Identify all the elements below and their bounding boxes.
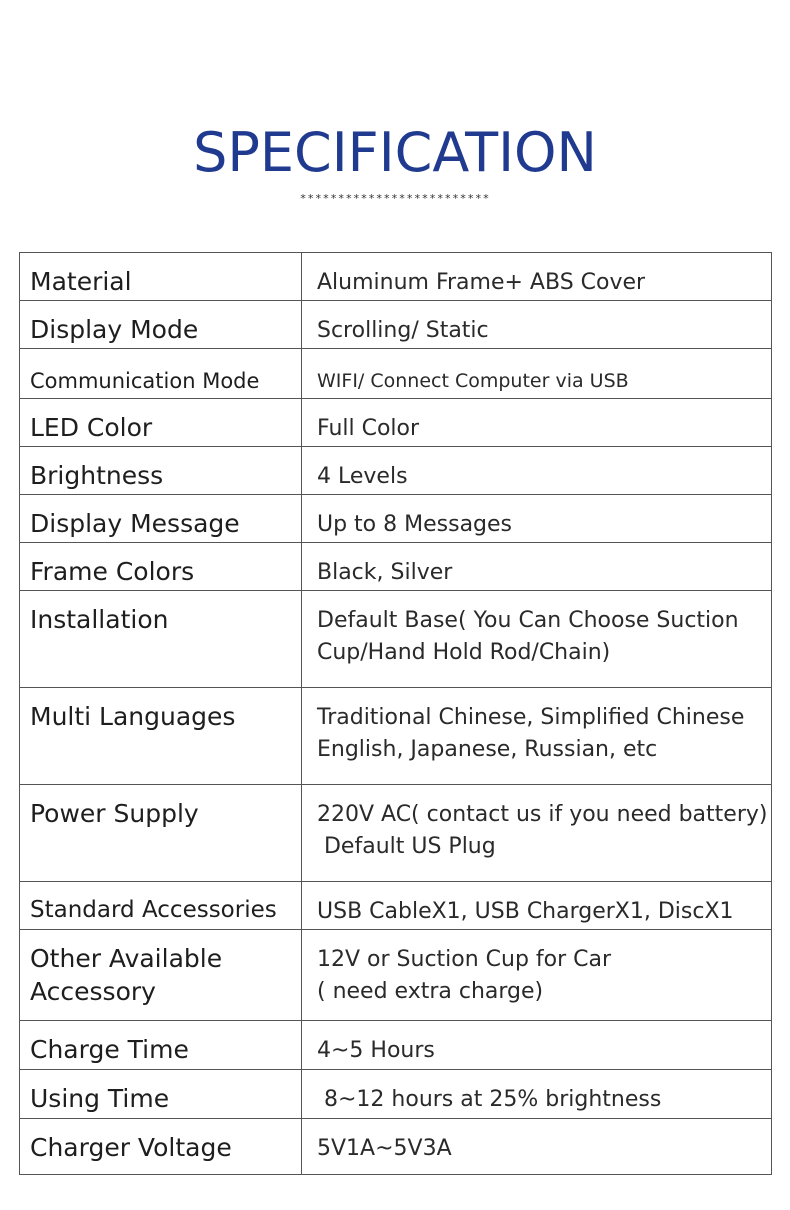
spec-value: Aluminum Frame+ ABS Cover	[302, 253, 772, 301]
table-row	[20, 882, 772, 930]
spec-value: WIFI/ Connect Computer via USB	[302, 349, 772, 399]
table-row	[20, 591, 772, 688]
spec-key: Charger Voltage	[20, 1119, 302, 1175]
spec-key: Display Message	[20, 495, 302, 543]
table-row	[20, 495, 772, 543]
table-row	[20, 930, 772, 1021]
spec-key: Installation	[20, 591, 302, 688]
spec-key: Display Mode	[20, 301, 302, 349]
spec-key: Other Available Accessory	[20, 930, 302, 1021]
table-row	[20, 447, 772, 495]
table-row	[20, 349, 772, 399]
title-divider: *************************	[299, 192, 491, 205]
spec-value: Scrolling/ Static	[302, 301, 772, 349]
spec-value: Traditional Chinese, Simplified Chinese English, Japanese, Russian, etc	[302, 688, 772, 785]
spec-key: Frame Colors	[20, 543, 302, 591]
spec-value: 4 Levels	[302, 447, 772, 495]
spec-key: Brightness	[20, 447, 302, 495]
page-title: SPECIFICATION	[193, 121, 597, 184]
spec-table	[19, 252, 772, 1175]
spec-value: 5V1A~5V3A	[302, 1119, 772, 1175]
table-row	[20, 253, 772, 301]
spec-key: LED Color	[20, 399, 302, 447]
table-row	[20, 688, 772, 785]
table-row	[20, 399, 772, 447]
spec-key: Multi Languages	[20, 688, 302, 785]
table-row	[20, 785, 772, 882]
spec-key: Communication Mode	[20, 349, 302, 399]
table-row	[20, 1021, 772, 1070]
spec-key: Material	[20, 253, 302, 301]
spec-value: Full Color	[302, 399, 772, 447]
table-row	[20, 1070, 772, 1119]
spec-key: Standard Accessories	[20, 882, 302, 930]
spec-value: Default Base( You Can Choose Suction Cup/Hand Hold Rod/Chain)	[302, 591, 772, 688]
spec-key: Charge Time	[20, 1021, 302, 1070]
spec-key: Power Supply	[20, 785, 302, 882]
spec-value: 4~5 Hours	[302, 1021, 772, 1070]
spec-value: 12V or Suction Cup for Car ( need extra charge)	[302, 930, 772, 1021]
table-row	[20, 543, 772, 591]
table-row	[20, 301, 772, 349]
spec-value: 8~12 hours at 25% brightness	[302, 1070, 772, 1119]
spec-value: USB CableX1, USB ChargerX1, DiscX1	[302, 882, 772, 930]
spec-value: Up to 8 Messages	[302, 495, 772, 543]
spec-value: Black, Silver	[302, 543, 772, 591]
spec-value: 220V AC( contact us if you need battery) Default US Plug	[302, 785, 772, 882]
spec-key: Using Time	[20, 1070, 302, 1119]
table-row	[20, 1119, 772, 1175]
